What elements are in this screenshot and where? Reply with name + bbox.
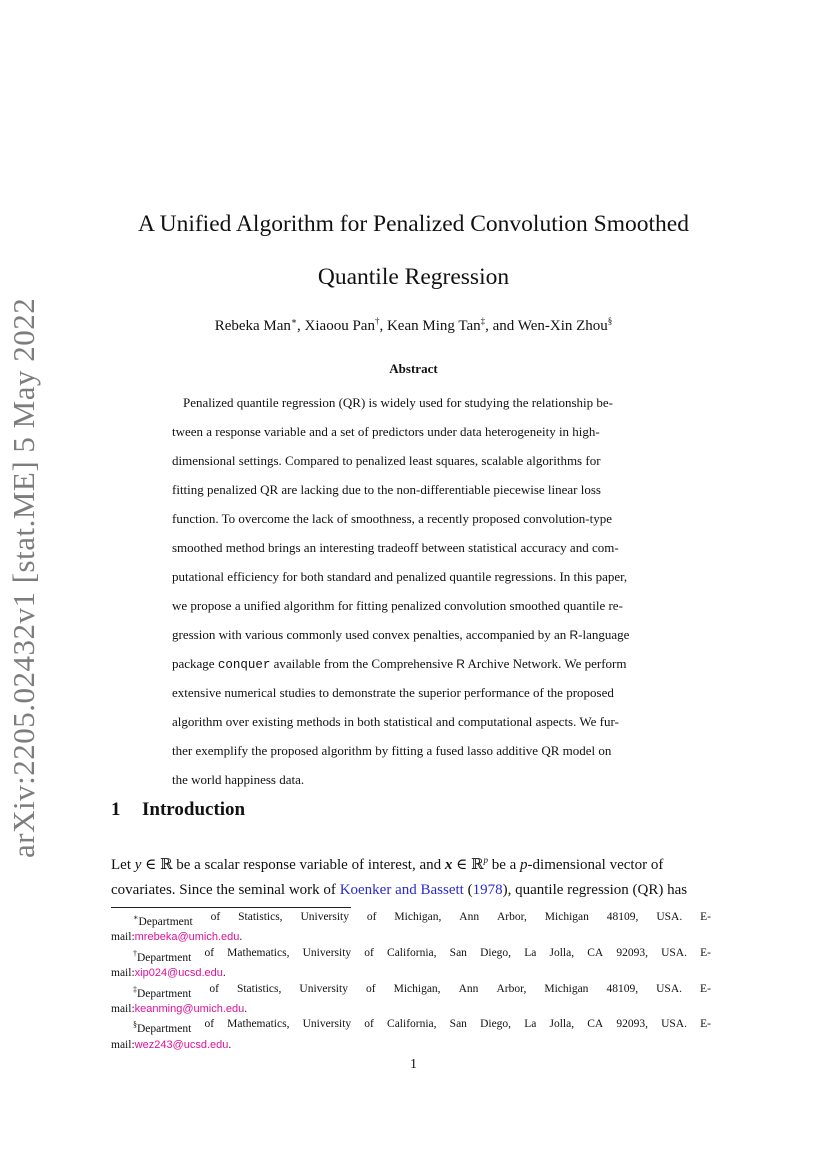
abstract-line: putational efficiency for both standard and penalized quantile regressions. In this paper, xyxy=(172,569,628,584)
footnote-second-line xyxy=(111,1038,711,1054)
abstract-line: function. To overcome the lack of smoothness, a recently proposed convolution-type xyxy=(172,511,613,526)
footnote-email-link[interactable]: mrebeka@umich.edu xyxy=(134,931,240,944)
footnote xyxy=(111,910,711,946)
intro-text-fragment: be a xyxy=(487,857,521,873)
abstract-line: tween a response variable and a set of predictors under data heterogeneity in high- xyxy=(172,424,600,439)
footnote-word: Mathematics, xyxy=(227,946,290,959)
author-name: Xiaoou Pan xyxy=(304,318,375,334)
abstract-text: Archive Network. We perform xyxy=(464,656,627,671)
footnote-word: Jolla, xyxy=(549,946,575,959)
intro-text-fragment: ∈ ℝ be a scalar response variable of interest, and xyxy=(141,857,445,873)
citation-year-link[interactable]: 1978 xyxy=(472,882,503,898)
footnote-word: of xyxy=(204,946,215,959)
footnote-first-line xyxy=(111,946,711,966)
footnote-word: Diego, xyxy=(480,946,512,959)
footnote-word: San xyxy=(449,946,467,959)
footnote-word: Jolla, xyxy=(549,1018,575,1031)
footnote-word: Statistics, xyxy=(238,911,283,923)
footnote-second-line xyxy=(111,930,711,946)
abstract-body xyxy=(172,388,652,794)
footnote-word: E- xyxy=(700,1018,711,1031)
math-p: p xyxy=(520,857,528,873)
abstract-line: the world happiness data. xyxy=(172,772,305,787)
r-language-label: R xyxy=(456,657,465,671)
footnote-mark: ‡ xyxy=(133,984,137,994)
footnote-word: of xyxy=(209,982,219,995)
footnote-word: 48109, xyxy=(606,982,639,995)
math-y: y xyxy=(134,857,142,873)
author-separator: , xyxy=(379,318,387,334)
footnote-second-line xyxy=(111,966,711,982)
footnote xyxy=(111,1017,711,1053)
footnote-word: Statistics, xyxy=(236,982,282,995)
footnote-word: University xyxy=(300,911,350,923)
abstract-line: fitting penalized QR are lacking due to the non-differentiable piecewise linear loss xyxy=(172,482,601,497)
footnote-word: Ann xyxy=(458,982,479,995)
page-number: 1 xyxy=(410,1057,417,1072)
title-line-2: Quantile Regression xyxy=(317,264,510,290)
footnotes xyxy=(111,910,711,1053)
abstract-line: we propose a unified algorithm for fitting penalized convolution smoothed quantile re- xyxy=(172,598,623,613)
intro-text xyxy=(111,845,663,875)
title-line-1: A Unified Algorithm for Penalized Convolution Smoothed xyxy=(138,211,689,237)
footnote-word: ∗Department xyxy=(133,913,193,928)
section-number: 1 xyxy=(111,799,121,820)
footnote-mark: § xyxy=(133,1020,137,1030)
footnote-email-prefix: mail: xyxy=(111,1038,135,1051)
footnote-word: Diego, xyxy=(480,1018,512,1031)
math-x-vector: x xyxy=(444,857,453,873)
footnote-email-link[interactable]: xip024@ucsd.edu xyxy=(134,967,223,980)
footnote-email-link[interactable]: keanming@umich.edu xyxy=(134,1002,245,1015)
footnote-word: of xyxy=(364,1018,374,1031)
footnote-word: of xyxy=(210,911,221,923)
abstract-line: extensive numerical studies to demonstrate the superior performance of the proposed xyxy=(172,685,614,700)
abstract-text: -language xyxy=(578,627,630,642)
abstract-line: algorithm over existing methods in both statistical and computational aspects. We fur- xyxy=(172,714,619,729)
author-list xyxy=(110,316,717,335)
footnote-word: USA. xyxy=(656,982,683,995)
abstract-line: smoothed method brings an interesting tradeoff between statistical accuracy and com- xyxy=(172,540,619,555)
footnote-word: 92093, xyxy=(616,946,648,959)
footnote-mark: ∗ xyxy=(133,913,139,922)
footnote-word: 92093, xyxy=(616,1018,648,1031)
footnote-word: University xyxy=(302,1018,352,1031)
footnote xyxy=(111,982,711,1018)
footnote-word: Mathematics, xyxy=(227,1018,290,1031)
footnote-word: CA xyxy=(587,946,604,959)
author-separator: , and xyxy=(485,318,518,334)
footnote-word: California, xyxy=(387,1018,437,1031)
author-name: Kean Ming Tan xyxy=(386,318,481,334)
abstract-line xyxy=(172,649,652,678)
footnote xyxy=(111,946,711,982)
footnote-word: of xyxy=(204,1018,215,1031)
abstract-line xyxy=(172,620,652,649)
footnote-word: †Department xyxy=(133,948,192,964)
footnote-word: USA. xyxy=(656,911,683,923)
author-name: Rebeka Man xyxy=(214,318,291,334)
footnote-word: Michigan xyxy=(544,982,589,995)
intro-line xyxy=(111,875,711,905)
footnote-word: University xyxy=(299,982,348,995)
footnote-word: San xyxy=(449,1018,467,1031)
footnote-word: of xyxy=(364,946,374,959)
author-footnote-mark[interactable]: ∗ xyxy=(290,316,298,326)
intro-text-fragment: Let xyxy=(111,857,135,873)
footnote-word: Michigan, xyxy=(394,911,442,923)
footnote-rule xyxy=(111,907,351,908)
abstract-text: gression with various commonly used convex penalties, accompanied by an xyxy=(172,627,570,642)
author-name: Wen-Xin Zhou xyxy=(517,318,608,334)
abstract-heading: Abstract xyxy=(389,361,438,376)
footnote-first-line xyxy=(111,982,711,1002)
footnote-word: USA. xyxy=(661,1018,687,1031)
footnote-email-link[interactable]: wez243@ucsd.edu xyxy=(134,1038,229,1051)
author-footnote-mark[interactable]: † xyxy=(374,316,380,326)
intro-line xyxy=(111,845,711,875)
footnote-word: CA xyxy=(587,1018,604,1031)
package-name-conquer: conquer xyxy=(217,658,271,672)
footnote-word: La xyxy=(524,946,537,959)
abstract-text: package xyxy=(172,656,218,671)
footnote-word: Michigan, xyxy=(393,982,441,995)
footnote-word: of xyxy=(366,911,377,923)
footnote-word: §Department xyxy=(133,1020,192,1036)
intro-text-fragment: ), quantile regression (QR) has xyxy=(502,882,688,898)
paper-title xyxy=(110,198,717,304)
author-footnote-mark[interactable]: § xyxy=(607,316,613,326)
footnote-first-line xyxy=(111,1017,711,1037)
intro-text-fragment: ( xyxy=(463,882,473,898)
footnote-email-prefix: mail: xyxy=(111,967,135,980)
introduction-body xyxy=(111,845,711,905)
footnote-word: USA. xyxy=(661,946,687,959)
author-footnote-mark[interactable]: ‡ xyxy=(480,316,486,326)
footnote-word: of xyxy=(365,982,376,995)
footnote-suffix: . xyxy=(228,1038,232,1051)
math-p-superscript: p xyxy=(483,855,488,865)
footnote-word: Michigan xyxy=(544,911,589,923)
intro-text-fragment: ∈ ℝ xyxy=(452,857,484,873)
footnote-word: Arbor, xyxy=(496,982,527,995)
arxiv-identifier-stamp: arXiv:2205.02432v1 [stat.ME] 5 May 2022 xyxy=(6,297,41,858)
footnote-word: 48109, xyxy=(606,911,639,923)
footnote-word: Ann xyxy=(459,911,480,923)
footnote-suffix: . xyxy=(244,1002,248,1015)
footnote-word: University xyxy=(302,946,352,959)
footnote-word: E- xyxy=(700,911,711,923)
footnote-second-line xyxy=(111,1002,711,1018)
intro-text-fragment: -dimensional vector of xyxy=(527,857,664,873)
footnote-word: E- xyxy=(700,982,711,995)
footnote-mark: † xyxy=(133,948,137,958)
footnote-email-prefix: mail: xyxy=(111,931,135,944)
intro-text-fragment: covariates. Since the seminal work of xyxy=(111,882,340,898)
abstract-line: Penalized quantile regression (QR) is widely used for studying the relationship be- xyxy=(183,395,613,410)
abstract-line: ther exemplify the proposed algorithm by fitting a fused lasso additive QR model on xyxy=(172,743,612,758)
author-separator: , xyxy=(297,318,305,334)
section-title: Introduction xyxy=(142,799,246,820)
section-heading xyxy=(111,799,245,821)
footnote-email-prefix: mail: xyxy=(111,1002,135,1015)
footnote-first-line xyxy=(111,910,711,930)
r-language-label: R xyxy=(569,628,579,642)
footnote-word: ‡Department xyxy=(133,984,192,1000)
footnote-word: La xyxy=(524,1018,537,1031)
footnote-word: E- xyxy=(700,946,711,959)
abstract-text: available from the Comprehensive xyxy=(270,656,457,671)
footnote-suffix: . xyxy=(222,967,226,980)
footnote-word: Arbor, xyxy=(497,911,527,923)
citation-link-koenker-bassett[interactable]: Koenker and Bassett xyxy=(339,882,464,898)
footnote-suffix: . xyxy=(239,931,243,944)
abstract-line: dimensional settings. Compared to penalized least squares, scalable algorithms for xyxy=(172,453,601,468)
footnote-word: California, xyxy=(387,946,437,959)
